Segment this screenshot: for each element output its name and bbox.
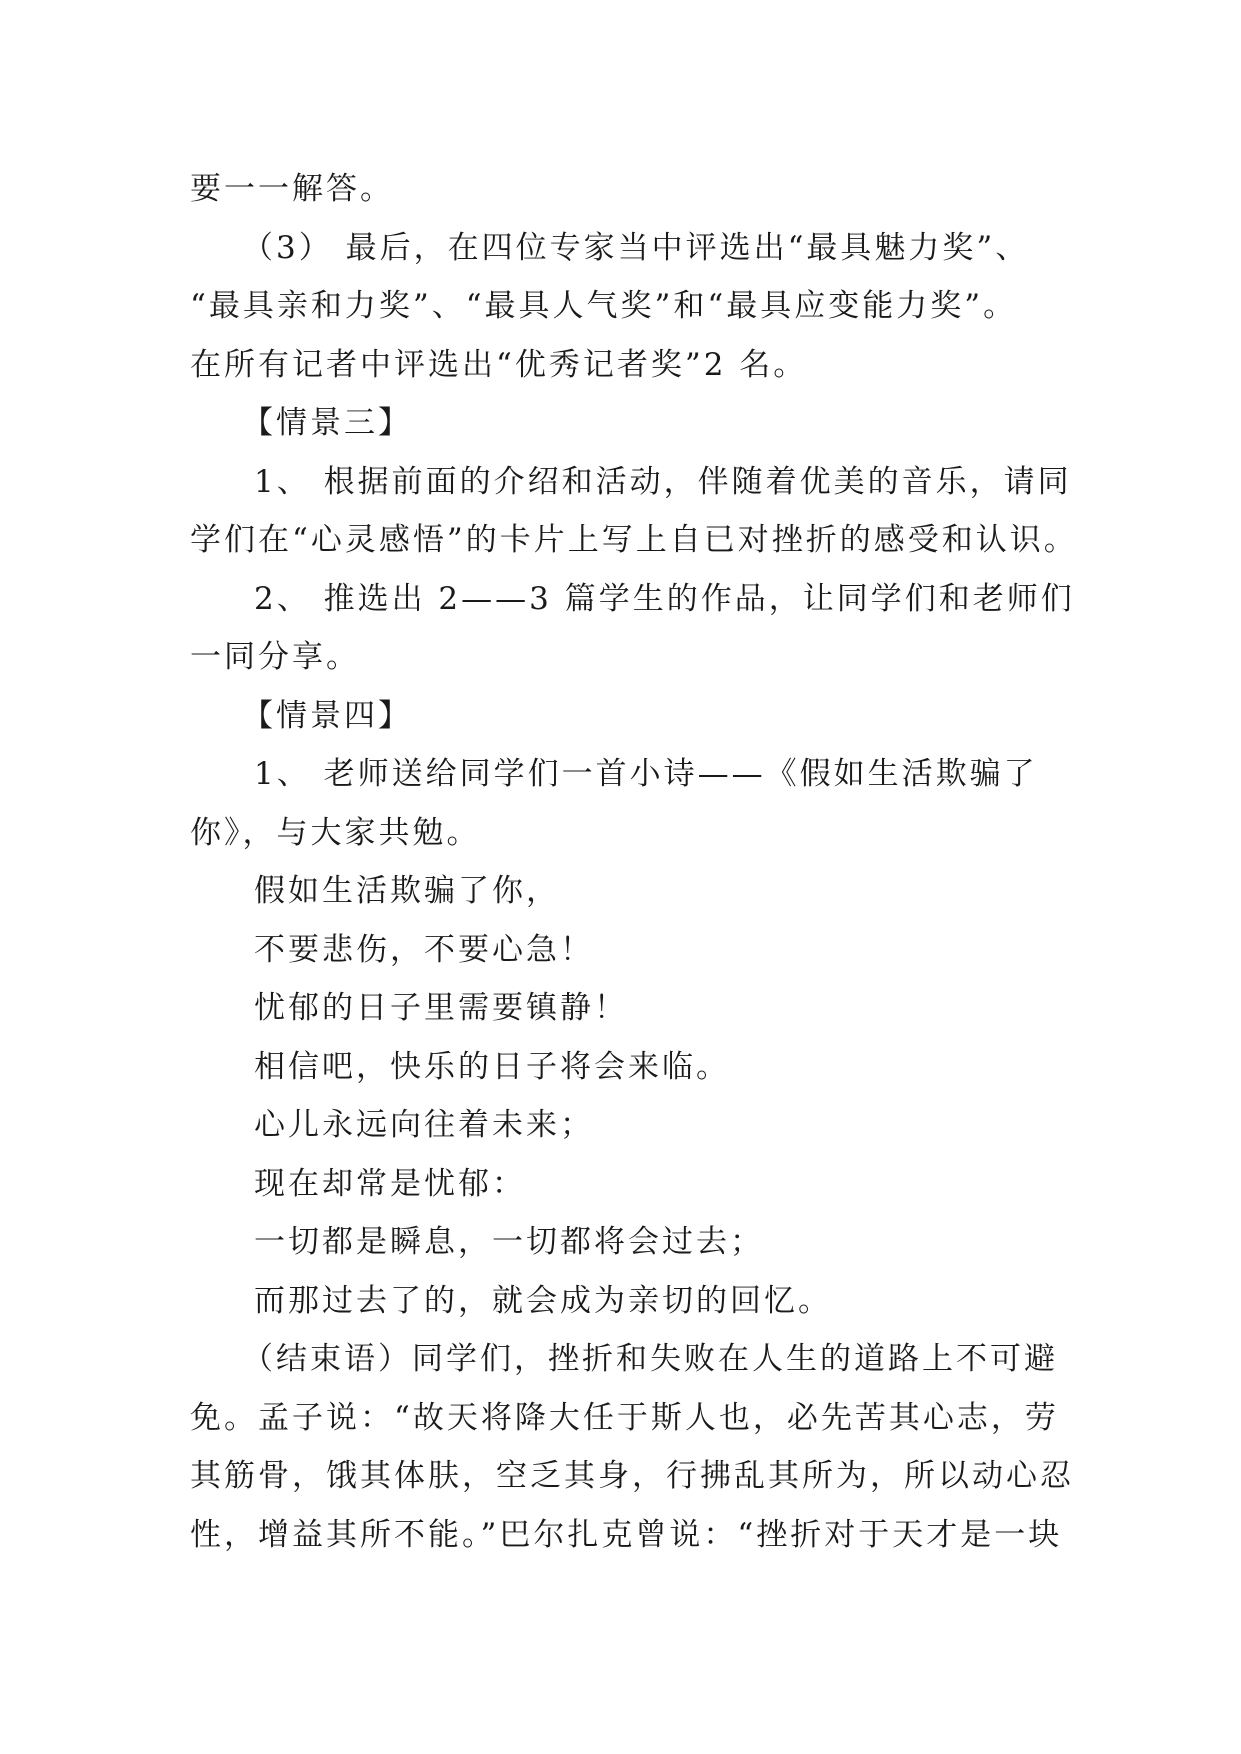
- paragraph-line: 在所有记者中评选出“优秀记者奖”2 名。: [190, 346, 808, 383]
- poem-line: 假如生活欺骗了你，: [254, 873, 560, 909]
- paragraph-line: 学们在“心灵感悟”的卡片上写上自已对挫折的感受和认识。: [190, 522, 1078, 558]
- poem-line: 相信吧，快乐的日子将会来临。: [254, 1048, 730, 1085]
- paragraph-line: （3） 最后，在四位专家当中评选出“最具魅力奖”、: [242, 229, 1030, 266]
- paragraph-line: 免。孟子说：“故天将降大任于斯人也，必先苦其心志，劳: [190, 1399, 1059, 1436]
- section-heading: 【情景三】: [242, 405, 412, 441]
- paragraph-line: 一同分享。: [190, 639, 360, 675]
- poem-line: 忧郁的日子里需要镇静！: [254, 990, 628, 1026]
- poem-line: 一切都是瞬息，一切都将会过去；: [254, 1224, 764, 1260]
- poem-line: 心儿永远向往着未来；: [254, 1107, 594, 1143]
- document-body: [190, 160, 1078, 1564]
- paragraph-line: （结束语）同学们，挫折和失败在人生的道路上不可避: [242, 1341, 1058, 1377]
- paragraph-line: “最具亲和力奖”、“最具人气奖”和“最具应变能力奖”。: [190, 288, 1018, 324]
- paragraph-line: 1、 根据前面的介绍和活动，伴随着优美的音乐，请同: [254, 463, 1072, 500]
- paragraph-line: 性，增益其所不能。”巴尔扎克曾说：“挫折对于天才是一块: [190, 1516, 1063, 1553]
- section-heading: 【情景四】: [242, 697, 412, 734]
- paragraph-line: 2、 推选出 2——3 篇学生的作品，让同学们和老师们: [254, 580, 1075, 617]
- paragraph-line: 其筋骨，饿其体肤，空乏其身，行拂乱其所为，所以动心忍: [190, 1458, 1074, 1494]
- paragraph-line: 你》，与大家共勉。: [190, 814, 481, 851]
- poem-line: 现在却常是忧郁：: [254, 1165, 526, 1202]
- paragraph-line: 1、 老师送给同学们一首小诗——《假如生活欺骗了: [254, 756, 1038, 792]
- paragraph-line: 要一一解答。: [190, 171, 394, 207]
- poem-line: 而那过去了的，就会成为亲切的回忆。: [254, 1282, 832, 1319]
- poem-line: 不要悲伤，不要心急！: [254, 931, 594, 968]
